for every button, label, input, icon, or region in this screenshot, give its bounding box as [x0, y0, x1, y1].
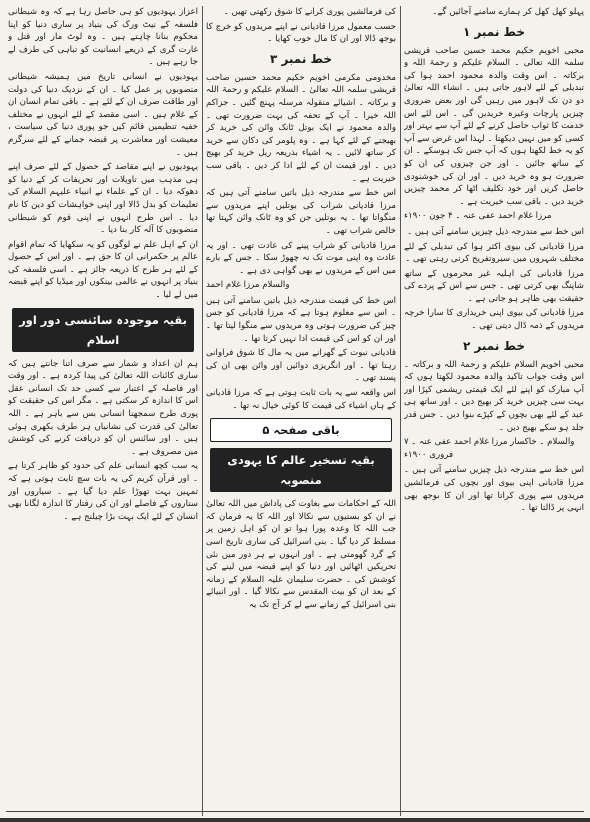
letter-1-body: محبی اخویم حکیم محمد حسین صاحب قریشی سلمہ اللہ تعالی ۔ السلام علیکم و رحمۃ اللہ و برکاتہ ۔ اس وقت والدہ محمود احمد ہوا کی تبدیلی کے لئے لاہور جاتی ہیں ۔ انشاء اللہ تعالیٰ دو دن تک لاہور میں رہیں گی اور بعض ضروری چیزیں پارچات وغیرہ خریدیں گی ۔ اس لئے اس خدمت کا ثواب حاصل کرنے کے لئے آپ سے بہتر اور کسی کو میں نہیں دیکھتا ۔ لہذا اس غرض سے آپ کو یہ خط لکھتا ہوں کہ آپ جس تک ہوسکے ۔ ان کے ساتھ جائیں ۔ اور جن چیزوں کی ان کو ضرورت ہو وہ خرید دیں ۔ اور ان کی خوشنودی حاصل کریں اور خود تکلیف اٹھا کر محمد چیزیں خرید دیں ۔ باقی سب خیریت ہے ۔	[404, 45, 584, 207]
letter-1-analysis-intro: اس خط سے مندرجہ ذیل چیزیں سامنے آتی ہیں ۔	[407, 226, 584, 237]
letter-2-signature: والسلام ۔ خاکسار مرزا غلام احمد عفی عنہ ۔ ۷ فروری ۱۹۰۰ء	[404, 437, 575, 460]
jewish-plan-continued-heading: بقیہ تسخیر عالم کا یہودی منصوبہ	[210, 448, 392, 492]
jewish-plan-continued-body: اللہ کے احکامات سے بغاوت کی پاداش میں اللہ تعالیٰ نے ان کو بستیوں سے نکالا اور اللہ کا یہ فرمان کہ جب اللہ کا وعدہ پورا ہوا تو ان کو اہل زمین پر مسلط کر دیا گیا ۔ بنی اسرائیل کی ساری تاریخ اسی کے گرد گھومتی ہے ۔ اور انہوں نے ہر دور میں نئی تحریکیں اٹھائیں اور دنیا کو اپنے قبضہ میں لینے کی کوشش کی ۔ حضرت سلیمان علیہ السلام کے زمانہ کے بعد ان کو بیت المقدس سے نکالا گیا ۔ اور انبیائے بنی اسرائیل کے زمانے سے لے کر آج تک یہ	[206, 499, 396, 610]
science-islam-para-2: یہ سب کچھ انسانی علم کی حدود کو ظاہر کرتا ہے ۔ اور قرآن کریم کی یہ بات سچ ثابت ہوتی ہے کہ تمہیں بہت تھوڑا علم دیا گیا ہے ۔ سیاروں اور ستاروں کے فاصلے اور ان کی رفتار کا اندازہ لگانا بھی انسان کے لئے ایک بہت بڑا چیلنج ہے ۔	[8, 461, 198, 522]
letter-3-body: مخدومی مکرمی اخویم حکیم محمد حسین صاحب قریشی سلمہ اللہ تعالیٰ ۔ السلام علیکم و رحمۃ اللہ و برکاتہ ۔ اشیائے منقولہ مرسلہ پہنچ گئیں ۔ جزاکم اللہ خیرا ۔ آپ کے تحفہ کی بہت ضرورت تھی ۔ والدہ محمود نے ایک بوتل ٹانک وائن کی خرید کر بھیجنے کے لئے کہا ہے ۔ وہ پلومر کی دکان سے خرید کر ساتھ لائیں ۔ یہ اشیاء بذریعہ ریل خرید کر بھیج دیں ۔ اور قیمت ان کے لئے ادا کر دیں ۔ باقی سب خیریت ہے ۔	[206, 72, 396, 184]
letter-3-heading: خط نمبر ۳	[269, 51, 333, 66]
column-divider	[202, 6, 203, 816]
column-divider	[400, 6, 401, 816]
letter-3-analysis-1: اس خط سے مندرجہ ذیل باتیں سامنے آتی ہیں کہ مرزا قادیانی شراب کی بوتلیں اپنے مریدوں سے منگواتا تھا ۔ یہ بوتلیں جن کو وہ ٹانک وائن کہتا تھا خالص شراب تھی ۔	[206, 188, 396, 236]
letter-1-point-1: مرزا قادیانی کی بیوی اکثر ہوا کی تبدیلی کے لئے مختلف شہروں میں سیروتفریح کرتی رہتی تھی ۔	[404, 241, 584, 265]
letter-3-analysis-2: مرزا قادیانی کو شراب پینے کی عادت تھی ۔ اور یہ عادت وہ اپنی موت تک نہ چھوڑ سکا ۔ جس کے بارے میں اس کے مریدوں نے بھی گواہی دی ہے ۔	[206, 240, 396, 276]
letter-3-signature: والسلام مرزا غلام احمد	[206, 280, 290, 291]
column-left-para-2: یہودیوں نے اپنے مقاصد کے حصول کے لئے صرف اپنے ہی مذہب میں تاویلات اور تحریفات کر کے دنیا کو دھوکہ دیا ۔ ان کے علماء نے انبیاء علیہم السلام کی تعلیمات کو بدل ڈالا اور اپنی خواہشات کو دین کا نام دیا ۔ اس طرح انہوں نے اپنی قوم کو شیطانی منصوبوں کا آلہ کار بنا دیا ۔	[8, 162, 198, 236]
column-left	[8, 6, 198, 816]
column-right-intro: پہلو کھل کھل کر ہمارے سامنے آجائیں گے۔	[432, 7, 584, 17]
science-islam-para-1: ہم ان اعداد و شمار سے صرف اتنا جانتے ہیں کہ ساری کائنات اللہ تعالیٰ کی پیدا کردہ ہے ۔ اور وقت اور فاصلہ کے اعتبار سے کسی حد تک انسانی عقل اس کا اندازہ کر سکتی ہے ۔ مگر اس کی حقیقت کو پوری طرح سمجھنا انسانی بس سے باہر ہے ۔ اللہ تعالیٰ کی قدرت کی نشانیاں ہر طرف بکھری ہوئی ہیں ۔ اور سائنس ان کو دریافت کرنے کی کوشش میں مصروف ہے ۔	[8, 358, 198, 457]
letter-1-point-3: مرزا قادیانی کی بیوی اپنی خریداری کا سارا خرچہ مریدوں کے ذمہ ڈال دیتی تھی ۔	[404, 308, 584, 332]
column-left-para-3: ان کے اہل علم نے لوگوں کو یہ سکھایا کہ تمام اقوام عالم پر حکمرانی ان کا حق ہے ۔ اور اس کے حصول کے لئے ہر طرح کا ذریعہ جائز ہے ۔ اسی فلسفہ کی بنیاد پر انہوں نے عالمی بینکوں اور میڈیا کو اپنے قبضہ میں لے لیا ۔	[8, 239, 198, 301]
letter-1-signature: مرزا غلام احمد عفی عنہ ۔ ۴ جون ۱۹۰۰ء	[404, 211, 552, 222]
letter-2-analysis: اس خط سے مندرجہ ذیل چیزیں سامنے آتی ہیں ۔ مرزا قادیانی اپنی بیوی اور بچوں کی فرمائشیں مریدوں سے پوری کراتا تھا اور ان کا بوجھ بھی انہی پر ڈالتا تھا ۔	[404, 465, 584, 514]
column-middle-para-0: حسب معمول مرزا قادیانی نے اپنے مریدوں کو خرچ کا بوجھ ڈالا اور ان کا مال خوب کھایا ۔	[206, 21, 396, 45]
letter-1-point-2: مرزا قادیانی کی اہلیہ غیر محرموں کے ساتھ شاپنگ بھی کرتی تھی ۔ جس سے اس کے پردے کی حقیقت بھی ظاہر ہو جاتی ہے ۔	[404, 268, 584, 304]
letter-2-heading: خط نمبر ۲	[462, 338, 526, 353]
column-middle	[206, 6, 396, 816]
letter-3-analysis-5: اس واقعہ سے یہ بات ثابت ہوتی ہے کہ مرزا قادیانی کے ہاں اشیاء کی قیمت کا کوئی خیال نہ تھا ۔	[206, 388, 396, 411]
column-left-para-1: یہودیوں نے انسانی تاریخ میں ہمیشہ شیطانی منصوبوں پر عمل کیا ۔ ان کے نزدیک دنیا کی دولت اور طاقت صرف ان کے لئے ہے ۔ باقی تمام انسان ان کے غلام ہیں ۔ اسی مقصد کے لئے انہوں نے مختلف خفیہ تنظیمیں قائم کیں جو پوری دنیا کی سیاست ، معیشت اور معاشرت پر قبضہ جمانے کے لئے سرگرم ہیں ۔	[8, 71, 198, 158]
letter-3-analysis-4: قادیانی نبوت کے گھرانے میں یہ مال کا شوق فراوانی رہتا تھا ۔ اور انگریزی دوائیں اور وائن بھی ان کی پسند تھی ۔	[206, 348, 396, 384]
letter-2-body: محبی اخویم السلام علیکم و رحمۃ اللہ و برکاتہ ۔ اس وقت جواب تاکید والدہ محمود لکھتا ہوں کہ آپ مبارک کو اپنے لئے ایک قیمتی ریشمی کپڑا اور بہت سی چیزیں خرید کر بھیج دیں ۔ اور ساتھ ہی عید کے لئے بھی بچوں کے کپڑے بنوا دیں ۔ جس قدر جلد ہو سکے بھیج دیں ۔	[404, 359, 584, 433]
science-islam-continued-heading: بقیہ موجودہ سائنسی دور اور اسلام	[12, 308, 194, 352]
letter-1-heading: خط نمبر ۱	[462, 24, 526, 39]
column-right	[404, 6, 584, 816]
footer-rule	[6, 811, 584, 818]
bottom-border	[0, 818, 590, 822]
letter-3-analysis-3: اس خط کی قیمت مندرجہ ذیل باتیں سامنے آتی ہیں ۔ اس سے معلوم ہوتا ہے کہ مرزا قادیانی کو جس چیز کی ضرورت ہوتی وہ مریدوں سے منگوا لیتا تھا ۔ اور ان کو اس کی قیمت ادا نہیں کرتا تھا ۔	[206, 295, 396, 344]
continued-page-box: باقی صفحہ ۵	[210, 418, 392, 442]
column-left-intro: اعزاز یہودیوں کو ہی حاصل رہا ہے کہ وہ شیطانی فلسفہ کے نیٹ ورک کی بنیاد پر ساری دنیا کو اپنا محکوم بنانا چاہتے ہیں ۔ وہ لوٹ مار اور قتل و غارت گری کے ذریعے انسانیت کو تباہی کی طرف لے جا رہے ہیں ۔	[8, 7, 198, 68]
column-middle-intro: کی فرمائشیں پوری کرانے کا شوق رکھتی تھیں ۔	[223, 7, 396, 17]
